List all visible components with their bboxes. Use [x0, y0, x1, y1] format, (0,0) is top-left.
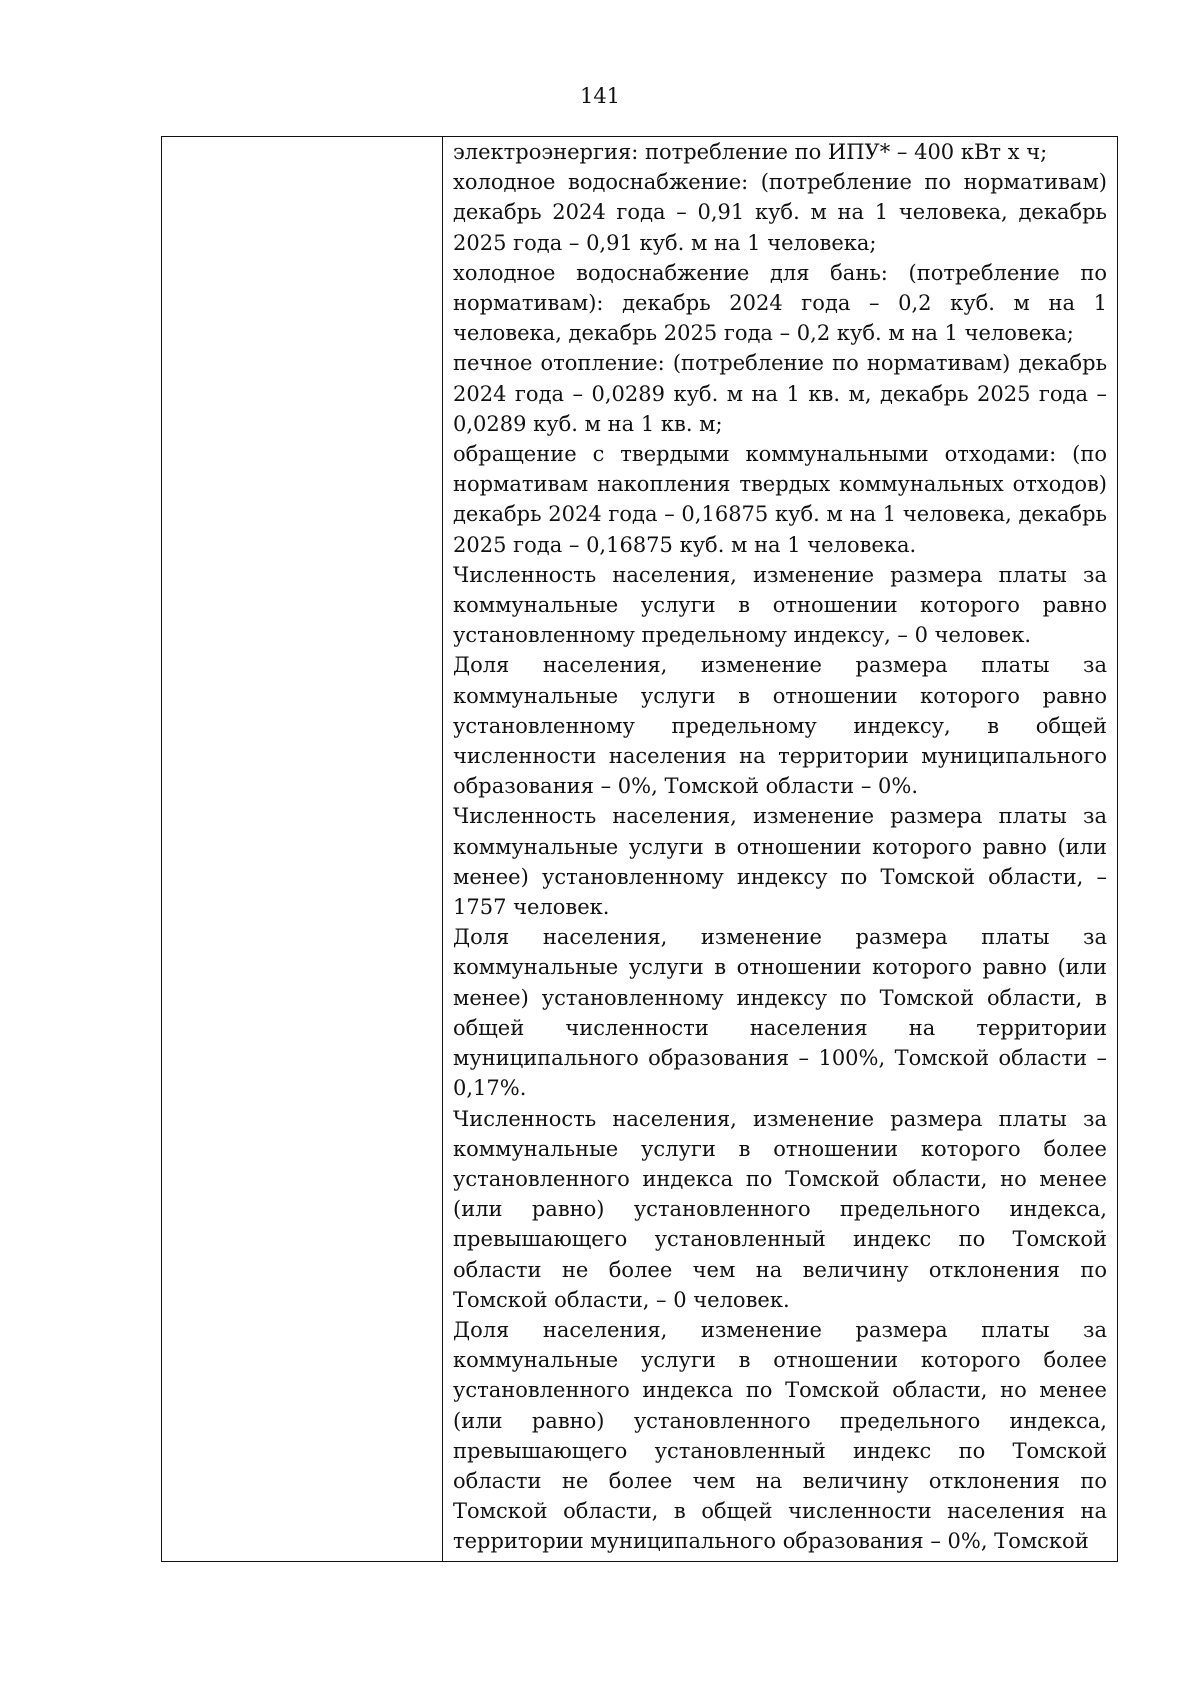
- paragraph-population-equal-limit: Численность населения, изменение размера платы за коммунальные услуги в отношении которого равно установленному предельному индексу, – 0 человек.: [453, 562, 1107, 648]
- document-table: [161, 136, 1118, 1562]
- table-left-cell: [162, 137, 443, 1561]
- paragraph-share-equal-limit: Доля населения, изменение размера платы за коммунальные услуги в отношении которого равно установленному предельному индексу, в общей численности населения на территории муниципального образования – 0%, Томской области – 0%.: [453, 653, 1107, 799]
- paragraph-population-above-index: Численность населения, изменение размера платы за коммунальные услуги в отношении которого более установленного индекса по Томской области, но менее (или равно) установленного предельного индекса, превышающего установленный индекс по Томской области не более чем на величину отклонения по Томской области, – 0 человек.: [453, 1106, 1107, 1312]
- paragraph-electricity: электроэнергия: потребление по ИПУ* – 400 кВт х ч;: [453, 140, 1048, 164]
- paragraph-share-below-index: Доля населения, изменение размера платы за коммунальные услуги в отношении которого равно (или менее) установленному индексу по Томской области, в общей численности населения на территории муниципального образования – 100%, Томской области – 0,17%.: [453, 925, 1107, 1101]
- paragraph-population-below-index: Численность населения, изменение размера платы за коммунальные услуги в отношении которого равно (или менее) установленному индексу по Томской области, – 1757 человек.: [453, 804, 1107, 920]
- paragraph-cold-water: холодное водоснабжение: (потребление по нормативам) декабрь 2024 года – 0,91 куб. м на 1 человека, декабрь 2025 года – 0,91 куб. м на 1 человека;: [453, 170, 1107, 255]
- paragraph-stove-heating: печное отопление: (потребление по нормативам) декабрь 2024 года – 0,0289 куб. м на 1 кв. м, декабрь 2025 года – 0,0289 куб. м на 1 кв. м;: [453, 351, 1107, 436]
- page-number: 141: [579, 84, 621, 108]
- paragraph-solid-waste: обращение с твердыми коммунальными отходами: (по нормативам накопления твердых коммунальных отходов) декабрь 2024 года – 0,16875 куб. м на 1 человека, декабрь 2025 года – 0,16875 куб. м на 1 человека.: [453, 442, 1107, 557]
- table-right-cell: [443, 137, 1117, 1561]
- paragraph-share-above-index: Доля населения, изменение размера платы за коммунальные услуги в отношении которого более установленного индекса по Томской области, но менее (или равно) установленного предельного индекса, превышающего установленный индекс по Томской области не более чем на величину отклонения по Томской области, в общей численности населения на территории муниципального образования – 0%, Томской: [453, 1317, 1107, 1554]
- paragraph-cold-water-baths: холодное водоснабжение для бань: (потребление по нормативам): декабрь 2024 года – 0,2 куб. м на 1 человека, декабрь 2025 года – 0,2 куб. м на 1 человека;: [453, 260, 1107, 346]
